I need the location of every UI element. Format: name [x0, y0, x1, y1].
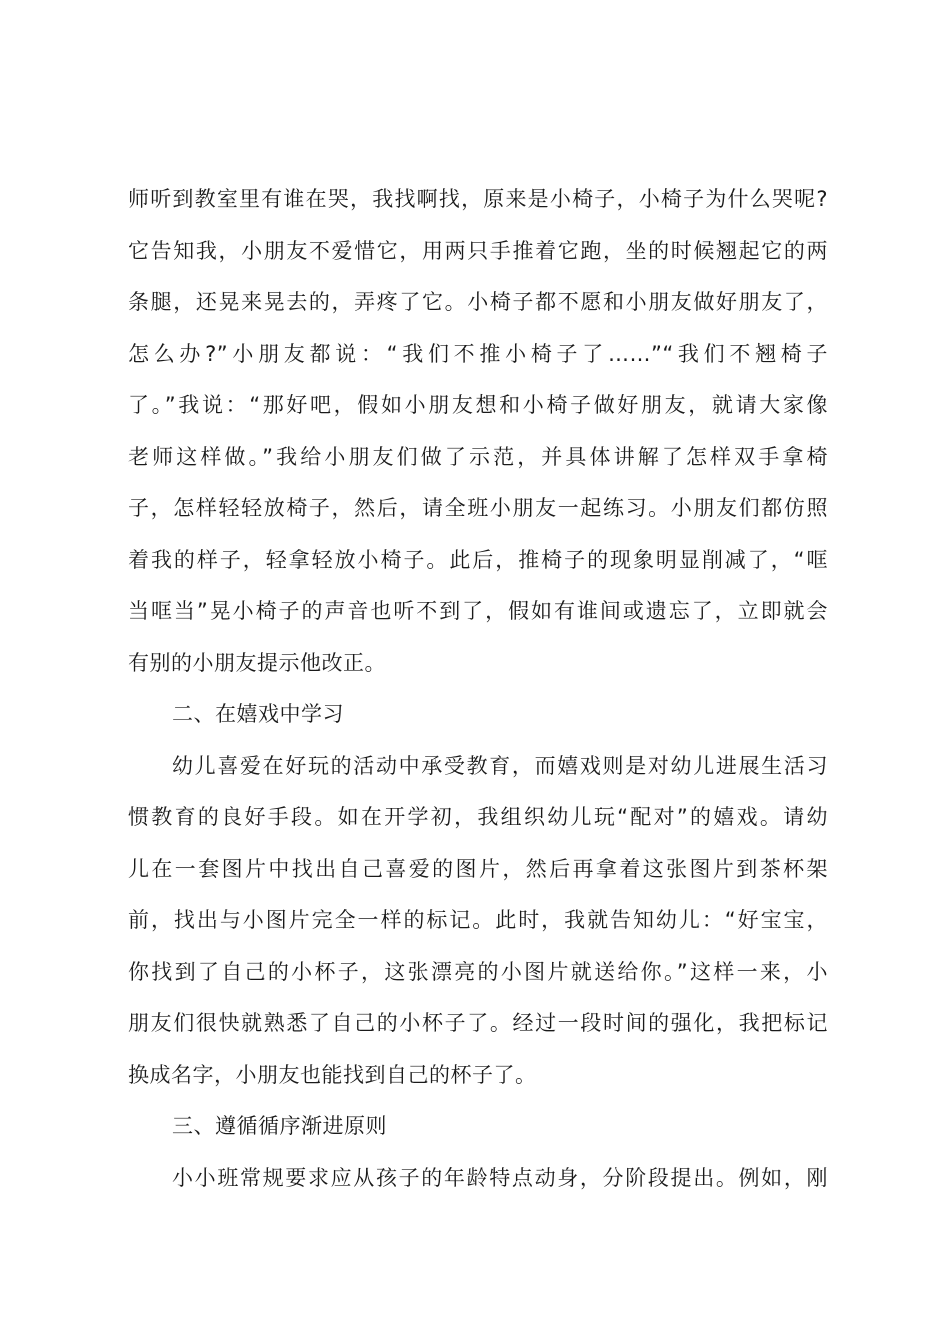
- text-line: 师听到教室里有谁在哭，我找啊找，原来是小椅子，小椅子为什么哭呢?: [128, 187, 828, 211]
- text-line: 老师这样做。”我给小朋友们做了示范，并具体讲解了怎样双手拿椅: [128, 444, 828, 469]
- text-line: 它告知我，小朋友不爱惜它，用两只手推着它跑，坐的时候翘起它的两: [128, 238, 828, 263]
- text-line: 换成名字，小朋友也能找到自己的杯子了。: [128, 1062, 537, 1087]
- text-line: 条腿，还晃来晃去的，弄疼了它。小椅子都不愿和小朋友做好朋友了，: [128, 290, 828, 314]
- text-line: 幼儿喜爱在好玩的活动中承受教育，而嬉戏则是对幼儿进展生活习: [172, 753, 828, 778]
- text-line: 有别的小朋友提示他改正。: [128, 650, 386, 675]
- section-heading: 三、遵循循序渐进原则: [172, 1114, 387, 1138]
- text-line: 子，怎样轻轻放椅子，然后，请全班小朋友一起练习。小朋友们都仿照: [128, 496, 828, 520]
- text-line: 小小班常规要求应从孩子的年龄特点动身，分阶段提出。例如，刚: [172, 1165, 828, 1190]
- text-line: 着我的样子，轻拿轻放小椅子。此后，推椅子的现象明显削减了，“哐: [128, 547, 828, 572]
- text-line: 了。”我说：“那好吧，假如小朋友想和小椅子做好朋友，就请大家像: [128, 393, 828, 417]
- text-line: 你找到了自己的小杯子，这张漂亮的小图片就送给你。”这样一来，小: [128, 959, 828, 984]
- text-line: 怎么办?”小朋友都说：“我们不推小椅子了……”“我们不翘椅子: [128, 341, 828, 366]
- document-body: [128, 174, 828, 1204]
- text-line: 朋友们很快就熟悉了自己的小杯子了。经过一段时间的强化，我把标记: [128, 1011, 828, 1035]
- text-line: 儿在一套图片中找出自己喜爱的图片，然后再拿着这张图片到茶杯架: [128, 856, 828, 881]
- text-line: 当哐当”晃小椅子的声音也听不到了，假如有谁间或遗忘了，立即就会: [128, 599, 828, 623]
- text-line: 前，找出与小图片完全一样的标记。此时，我就告知幼儿：“好宝宝，: [128, 908, 828, 932]
- text-line: 惯教育的良好手段。如在开学初，我组织幼儿玩“配对”的嬉戏。请幼: [128, 805, 828, 829]
- section-heading: 二、在嬉戏中学习: [172, 702, 344, 726]
